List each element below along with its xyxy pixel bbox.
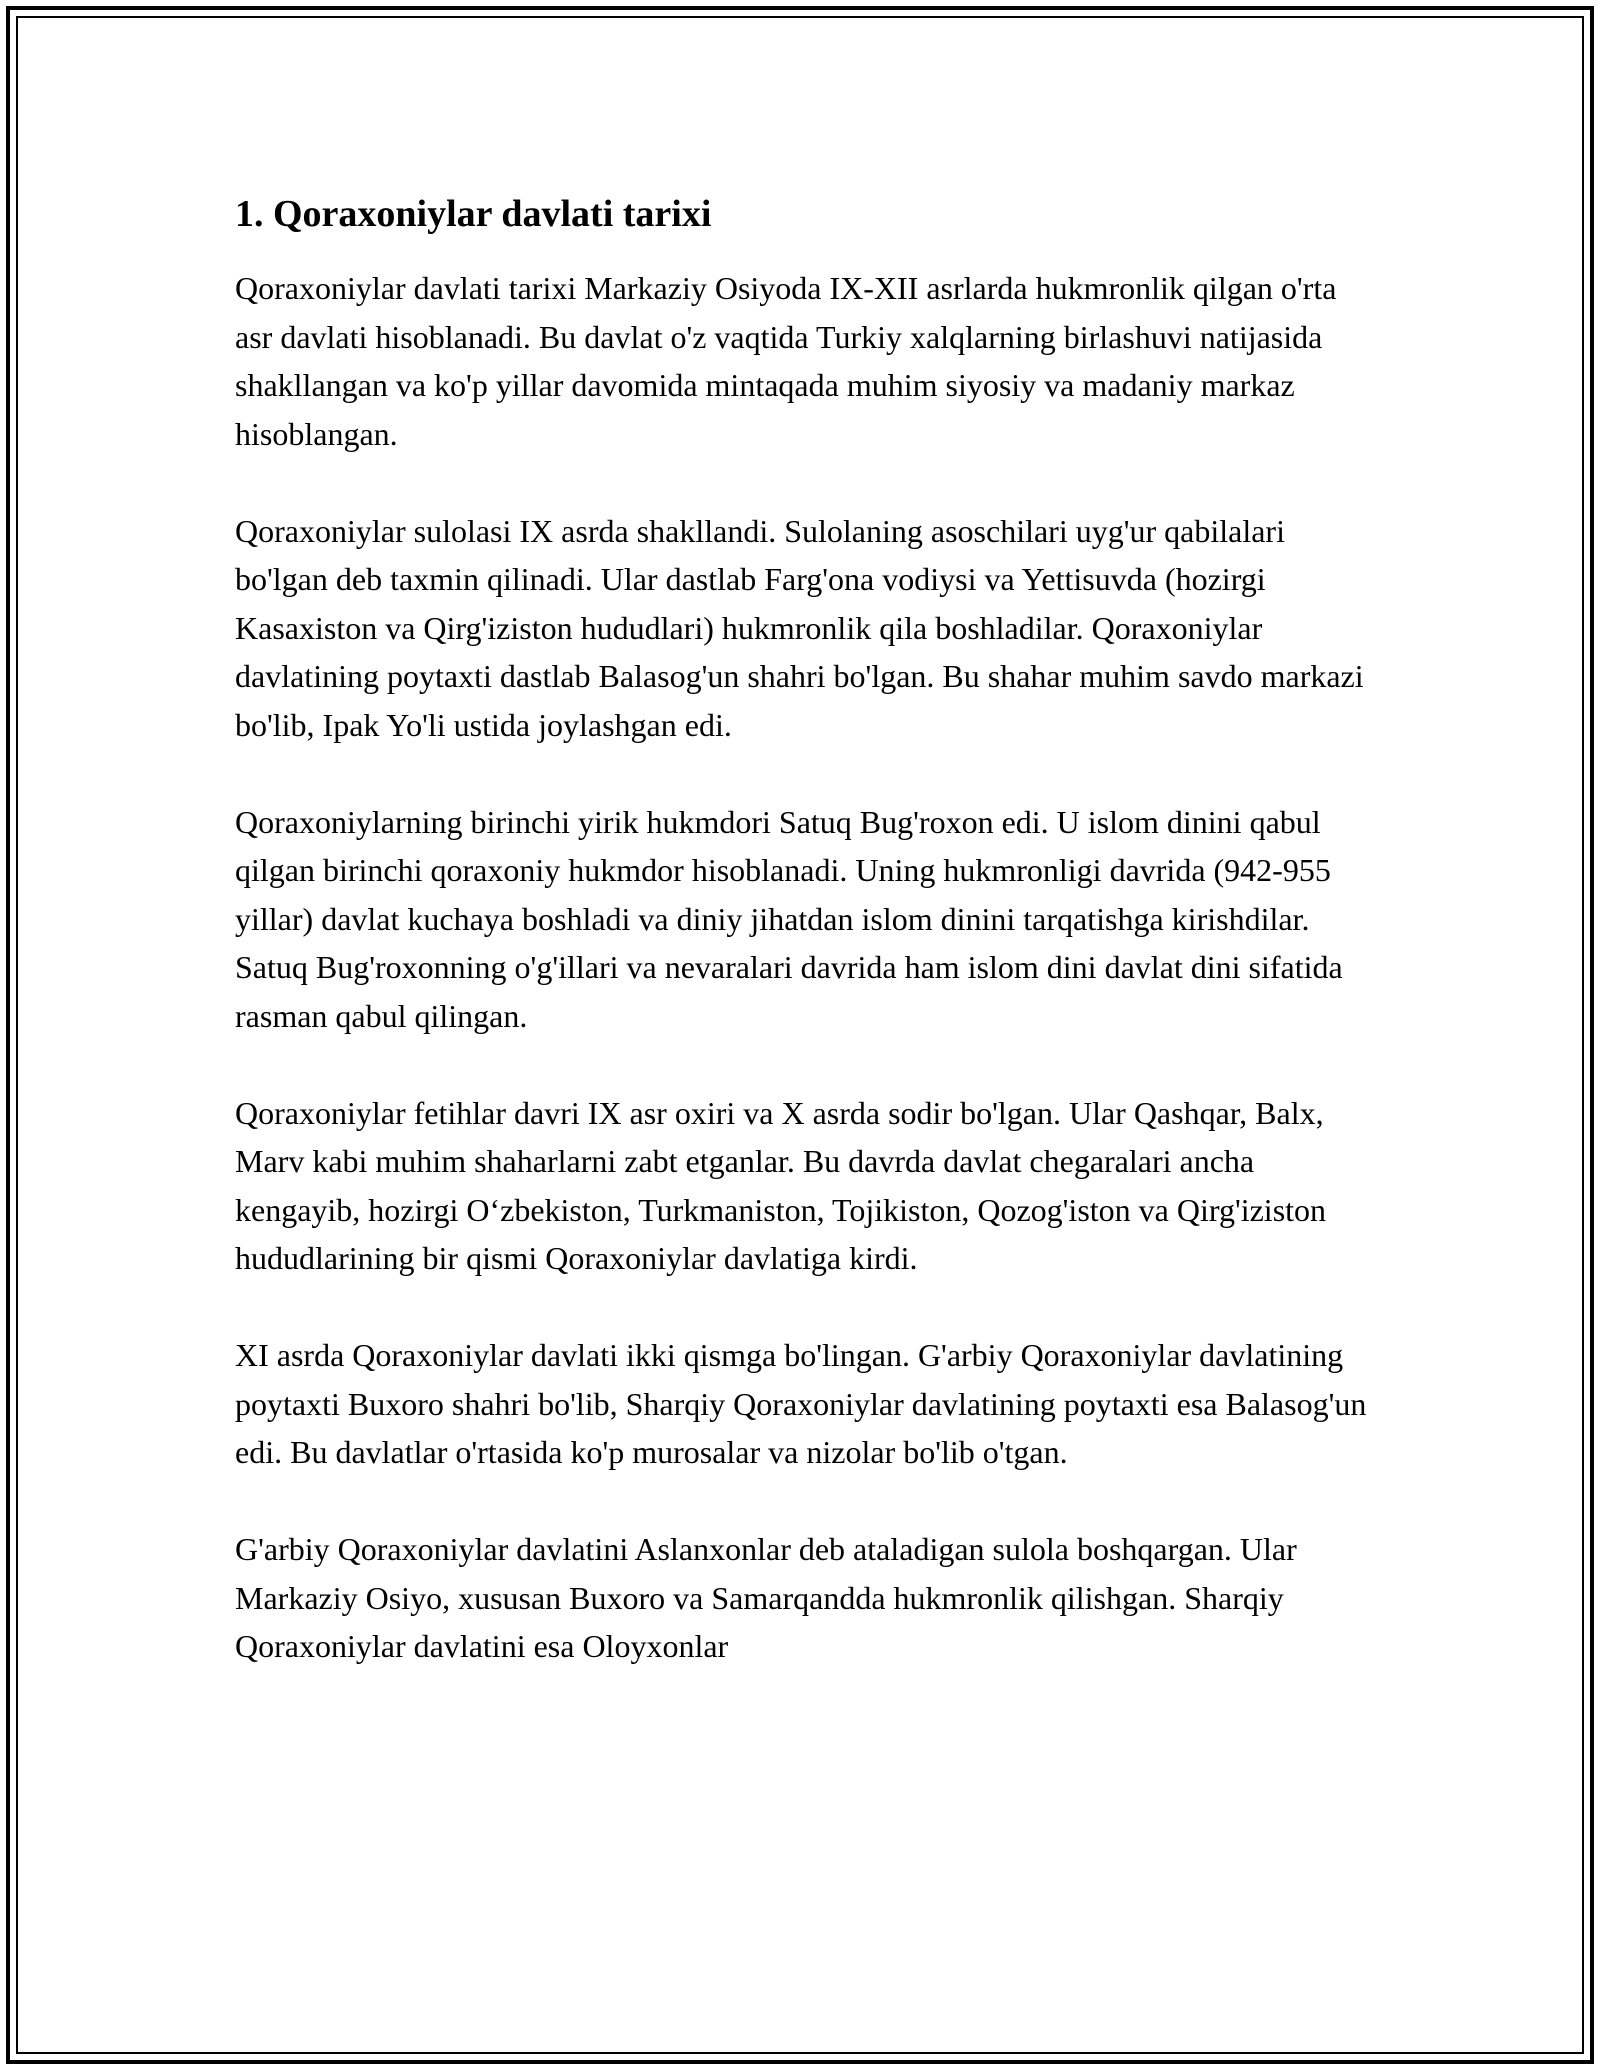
section-title: 1. Qoraxoniylar davlati tarixi — [235, 193, 712, 235]
document-body — [235, 186, 1375, 1719]
paragraph-4: Qoraxoniylar fetihlar davri IX asr oxiri va X asrda sodir bo'lgan. Ular Qashqar, Balx, Marv kabi muhim shaharlarni zabt etganlar. Bu davrda davlat chegaralari ancha kengayib, hozirgi O‘zbekiston, Turkmaniston, Tojikiston, Qozog'iston va Qirg'iziston hududlarining bir qismi Qoraxoniylar davlatiga kirdi. — [235, 1094, 1327, 1276]
paragraph-2: Qoraxoniylar sulolasi IX asrda shakllandi. Sulolaning asoschilari uyg'ur qabilalari bo'lgan deb taxmin qilinadi. Ular dastlab Farg'ona vodiysi va Yettisuvda (hozirgi Kasaxiston va Qirg'iziston hududlari) hukmronlik qila boshladilar. Qoraxoniylar davlatining poytaxti dastlab Balasog'un shahri bo'lgan. Bu shahar muhim savdo markazi bo'lib, Ipak Yo'li ustida joylashgan edi. — [235, 512, 1364, 743]
paragraph-1: Qoraxoniylar davlati tarixi Markaziy Osiyoda IX-XII asrlarda hukmronlik qilgan o'rta asr davlati hisoblanadi. Bu davlat o'z vaqtida Turkiy xalqlarning birlashuvi natijasida shakllangan va ko'p yillar davomida mintaqada muhim siyosiy va madaniy markaz hisoblangan. — [235, 270, 1337, 452]
paragraph-6: G'arbiy Qoraxoniylar davlatini Aslanxonlar deb ataladigan sulola boshqargan. Ular Markaziy Osiyo, xususan Buxoro va Samarqandda hukmronlik qilishgan. Sharqiy Qoraxoniylar davlatini esa Oloyxonlar — [235, 1531, 1297, 1664]
paragraph-5: XI asrda Qoraxoniylar davlati ikki qismga bo'lingan. G'arbiy Qoraxoniylar davlatining poytaxti Buxoro shahri bo'lib, Sharqiy Qoraxoniylar davlatining poytaxti esa Balasog'un edi. Bu davlatlar o'rtasida ko'p murosalar va nizolar bo'lib o'tgan. — [235, 1337, 1367, 1470]
paragraph-3: Qoraxoniylarning birinchi yirik hukmdori Satuq Bug'roxon edi. U islom dinini qabul qilgan birinchi qoraxoniy hukmdor hisoblanadi. Uning hukmronligi davrida (942-955 yillar) davlat kuchaya boshladi va diniy jihatdan islom dinini tarqatishga kirishdilar. Satuq Bug'roxonning o'g'illari va nevaralari davrida ham islom dini davlat dini sifatida rasman qabul qilingan. — [235, 803, 1343, 1034]
